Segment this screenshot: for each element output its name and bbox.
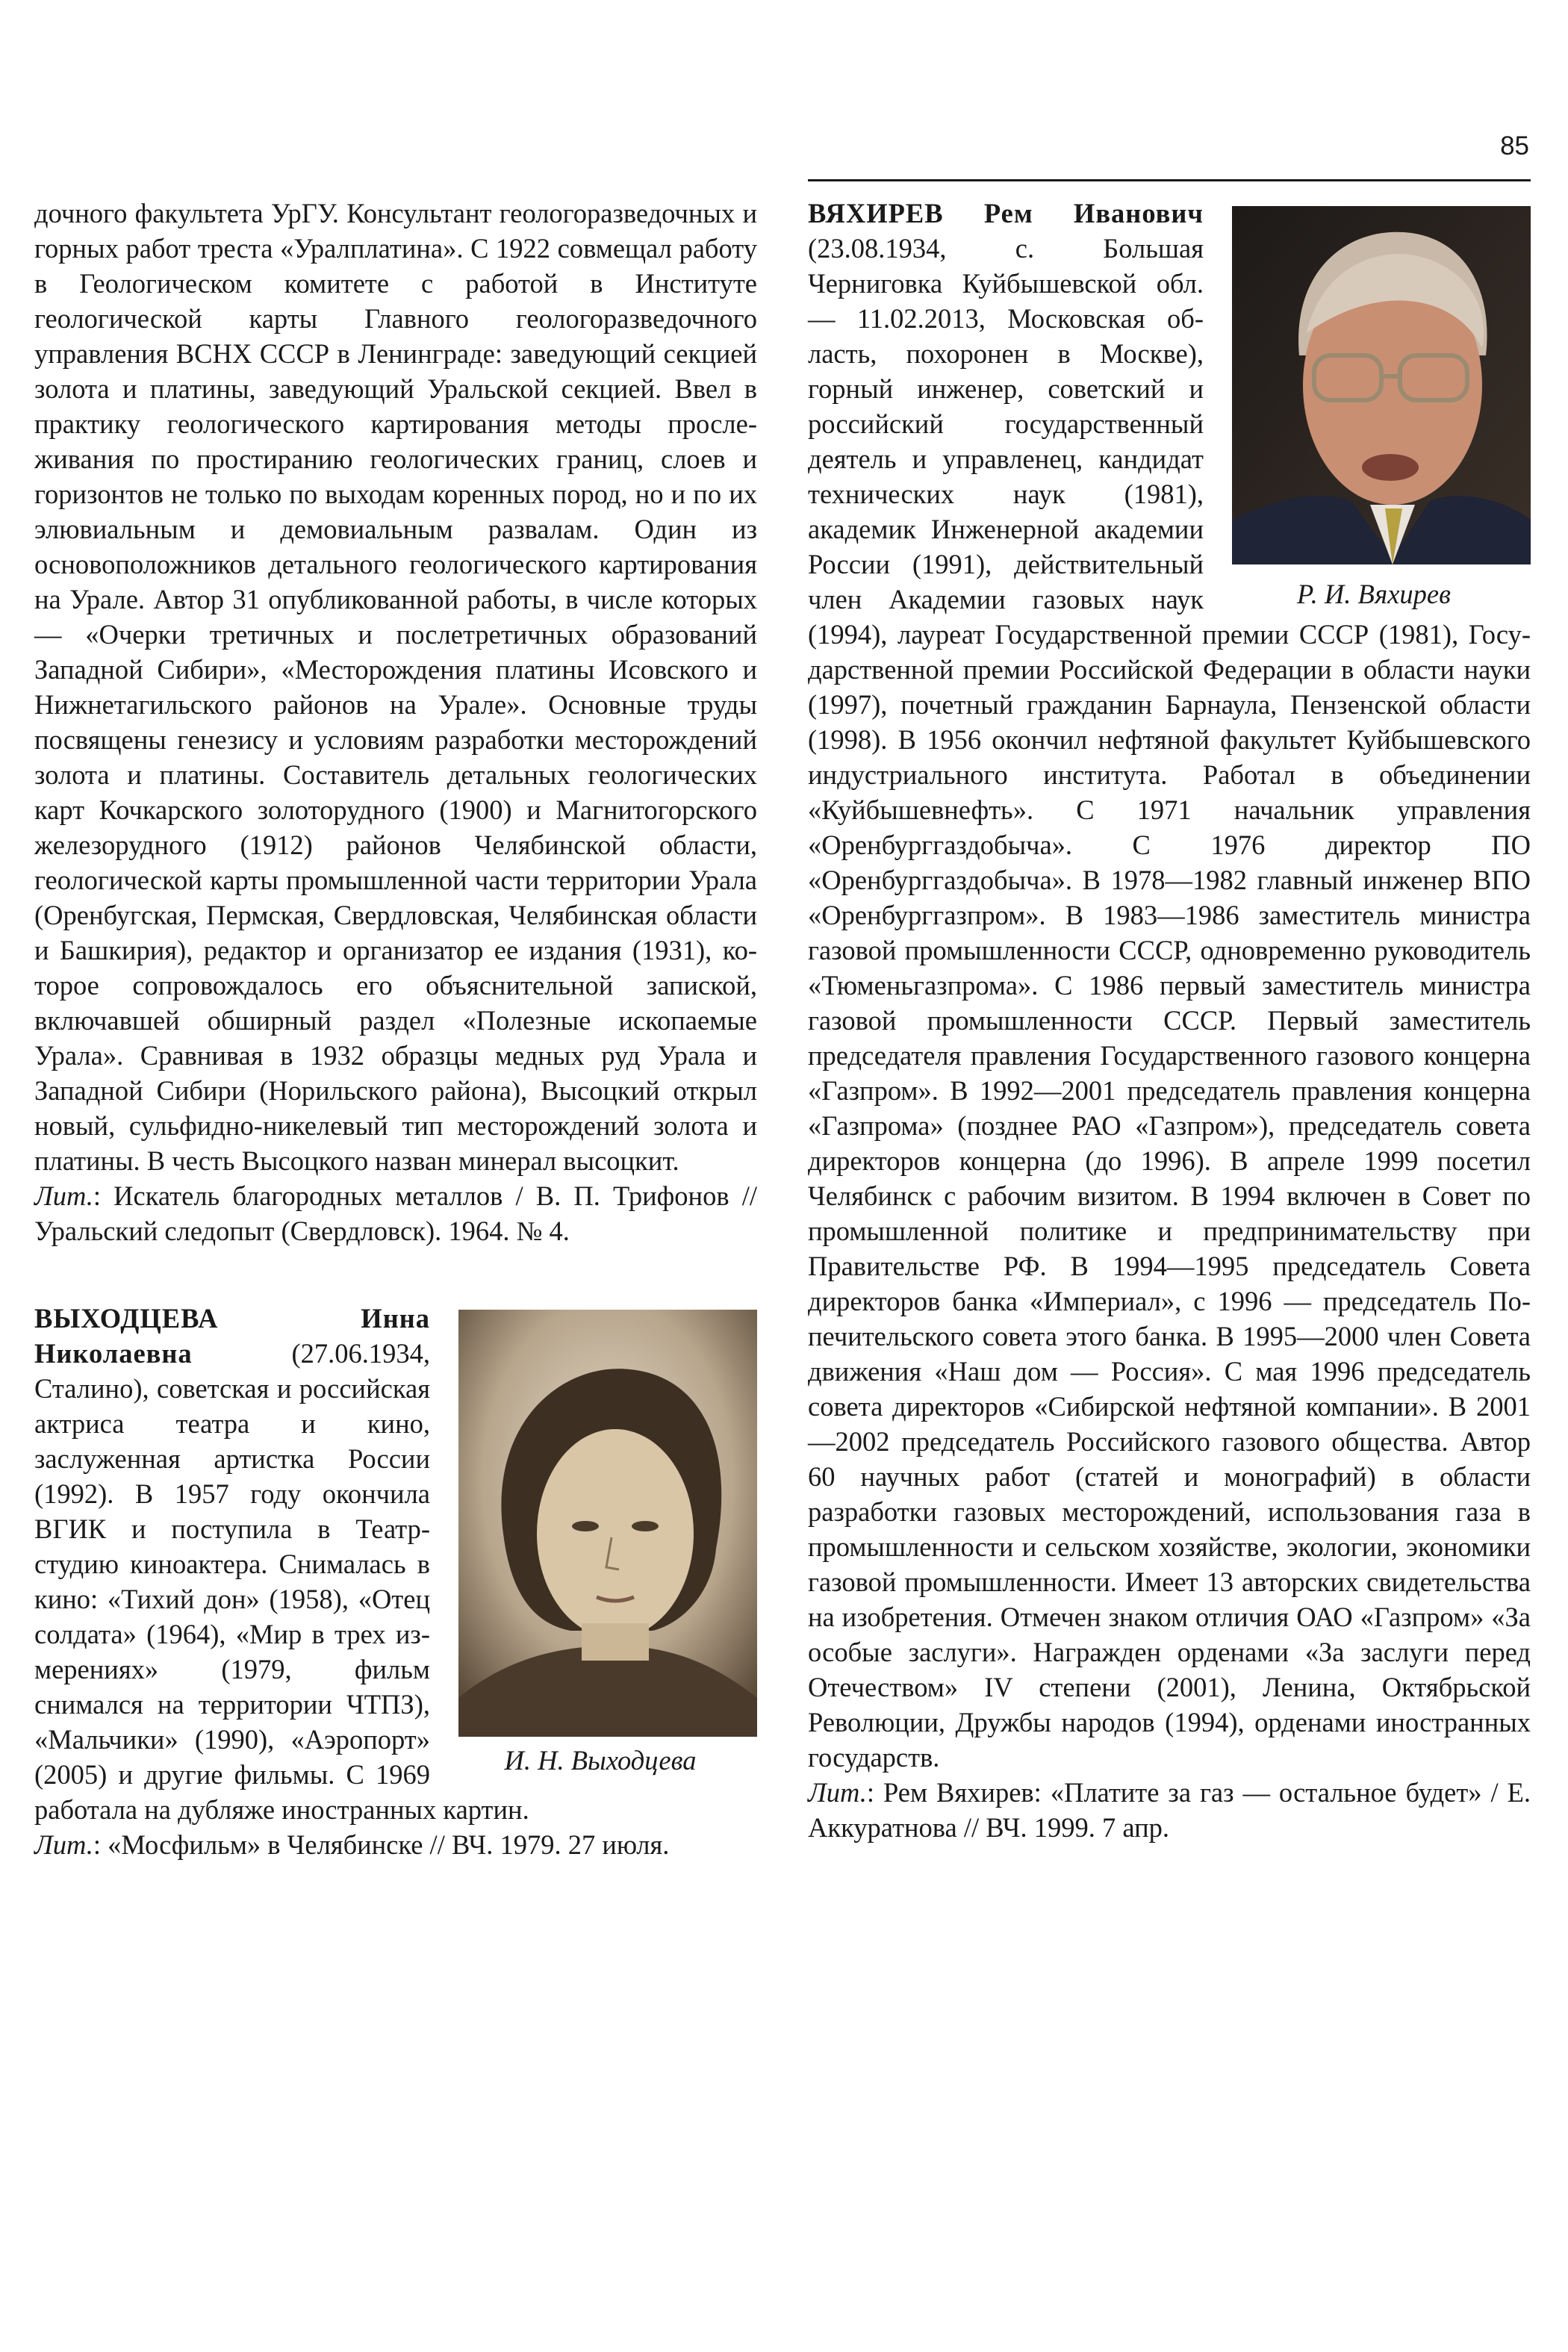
entry-body: (27.06.1934, Сталино), советская и российская актриса театра и кино, заслуженная артистка России (1992). В 1957 году окончила ВГИК и поступила в Театр-студию киноактера. Снималась в кино: «Тихий дон» (1958), «Отец солдата» (1964), «Мир в трех измерениях» (1979, фильм снимался на территории ЧТПЗ), «Мальчики» (1990), «Аэропорт» (2005) и другие фильмы. С 1969 работала на дубляже иностранных картин. — [34, 1338, 529, 1825]
lit-label: Лит. — [34, 1829, 93, 1860]
photo-caption: И. Н. Выходцева — [504, 1745, 697, 1776]
header-rule — [808, 179, 1531, 181]
portrait-vyakhirev — [1217, 206, 1531, 612]
left-column — [34, 196, 757, 1862]
lit-label: Лит. — [34, 1180, 93, 1211]
lit-text: : «Мосфильм» в Челябинске // ВЧ. 1979. 27 июля. — [93, 1829, 670, 1860]
lit-text: : Искатель благородных металлов / В. П. Трифонов // Уральский следопыт (Свердловск). 1964. № 4. — [34, 1180, 757, 1246]
portrait-photo — [1232, 206, 1531, 564]
portrait-photo — [458, 1310, 757, 1737]
literature-reference — [34, 1178, 757, 1248]
entry-heading: ВЯХИРЕВ Рем Иванович — [808, 198, 1204, 228]
entry-vyakhirev — [808, 196, 1531, 1845]
entry-heading: ВЫХОДЦЕВА Инна Николаевна — [34, 1303, 430, 1369]
right-column — [808, 196, 1531, 1845]
literature-reference — [34, 1827, 757, 1862]
entry-vykhodtseva — [34, 1301, 757, 1862]
lit-label: Лит. — [808, 1777, 867, 1808]
photo-caption: Р. И. Вяхирев — [1297, 579, 1451, 609]
page-number: 85 — [1500, 131, 1529, 161]
entry-body: (23.08.1934, с. Большая Черниговка Куйбышевской обл. — 11.02.2013, Московская область, похоронен в Москве), горный инженер, советский и российский государственный деятель и управленец, кандидат технических наук (1981), академик Инженерной академии России (1991), действительный член Академии газовых наук (1994), лауреат Государственной премии СССР (1981), Государственной премии Российской Федерации в области науки (1997), почетный гражданин Барнаула, Пензенской области (1998). В 1956 окончил нефтяной факультет Куйбышевского индустриального института. Работал в объединении «Куйбышевнефть». С 1971 начальник управления «Оренбурггаздобыча». С 1976 директор ПО «Оренбурггаздобыча». В 1978—1982 главный инженер ВПО «Оренбурггазпром». В 1983—1986 заместитель министра газовой промышленности СССР, одновременно руководитель «Тюменьгазпрома». С 1986 первый заместитель министра газовой промышленности СССР. Первый заместитель председателя правления Государственного газового концерна «Газпром». В 1992—2001 председатель правления концерна «Газпрома» (позднее РАО «Газпром»), председатель совета директоров концерна (до 1996). В апреле 1999 посетил Челябинск с рабочим визитом. В 1994 включен в Совет по промышленной политике и предпринимательству при Правительстве РФ. В 1994—1995 председатель Совета директоров банка «Империал», с 1996 — председатель Попечительского совета этого банка. В 1995—2000 член Совета движения «Наш дом — Россия». С мая 1996 председатель совета директоров «Сибирской нефтяной компании». В 2001—2002 председатель Российского газового общества. Автор 60 научных работ (статей и монографий) в области разработки газовых месторождений, использования газа в промышленности и сельском хозяйстве, экологии, экономики газовой промышленности. Имеет 13 авторских свидетельства на изобретения. Отмечен знаком отличия ОАО «Газпром» «За особые заслуги». Награжден орденами «За заслуги перед Отечеством» IV степени (2001), Ленина, Октябрьской Революции, Дружбы народов (1994), орденами иностранных государств. — [808, 233, 1531, 1773]
literature-reference — [808, 1775, 1531, 1845]
continuation-text: дочного факультета УрГУ. Консультант геологоразведочных и горных работ треста «Уралплатина». С 1922 совмещал работу в Геологическом комитете с работой в Институте геологической карты Главного геологоразведочного управления ВСНХ СССР в Ленинграде: заведующий секцией золота и платины, заведующий Уральской секцией. Ввел в практику геологического картирования методы прослеживания по простиранию геологических границ, слоев и горизонтов не только по выходам коренных пород, но и по их элювиальным и демовиальным развалам. Один из основоположников детального геологического картирования на Урале. Автор 31 опубликованной работы, в числе которых — «Очерки третичных и послетретичных образований Западной Сибири», «Месторождения платины Исовского и Нижнетагильского районов на Урале». Основные труды посвящены генезису и условиям разработки месторождений золота и платины. Составитель детальных геологических карт Кочкарского золоторудного (1900) и Магнитогорского железорудного (1912) районов Челябинской области, геологической карты промышленной части территории Урала (Оренбугская, Пермская, Свердловская, Челябинская области и Башкирия), редактор и организатор ее издания (1931), которое сопровождалось его объяснительной запиской, включавшей обширный раздел «Полезные ископаемые Урала». Сравнивая в 1932 образцы медных руд Урала и Западной Сибири (Норильского района), Высоцкий открыл новый, сульфидно-никелевый тип месторождений золота и платины. В честь Высоцкого назван минерал высоцкит. — [34, 198, 757, 1176]
portrait-vykhodtseva — [444, 1310, 757, 1778]
lit-text: : Рем Вяхирев: «Платите за газ — остальное будет» / Е. Аккуратнова // ВЧ. 1999. 7 апр. — [808, 1777, 1531, 1843]
